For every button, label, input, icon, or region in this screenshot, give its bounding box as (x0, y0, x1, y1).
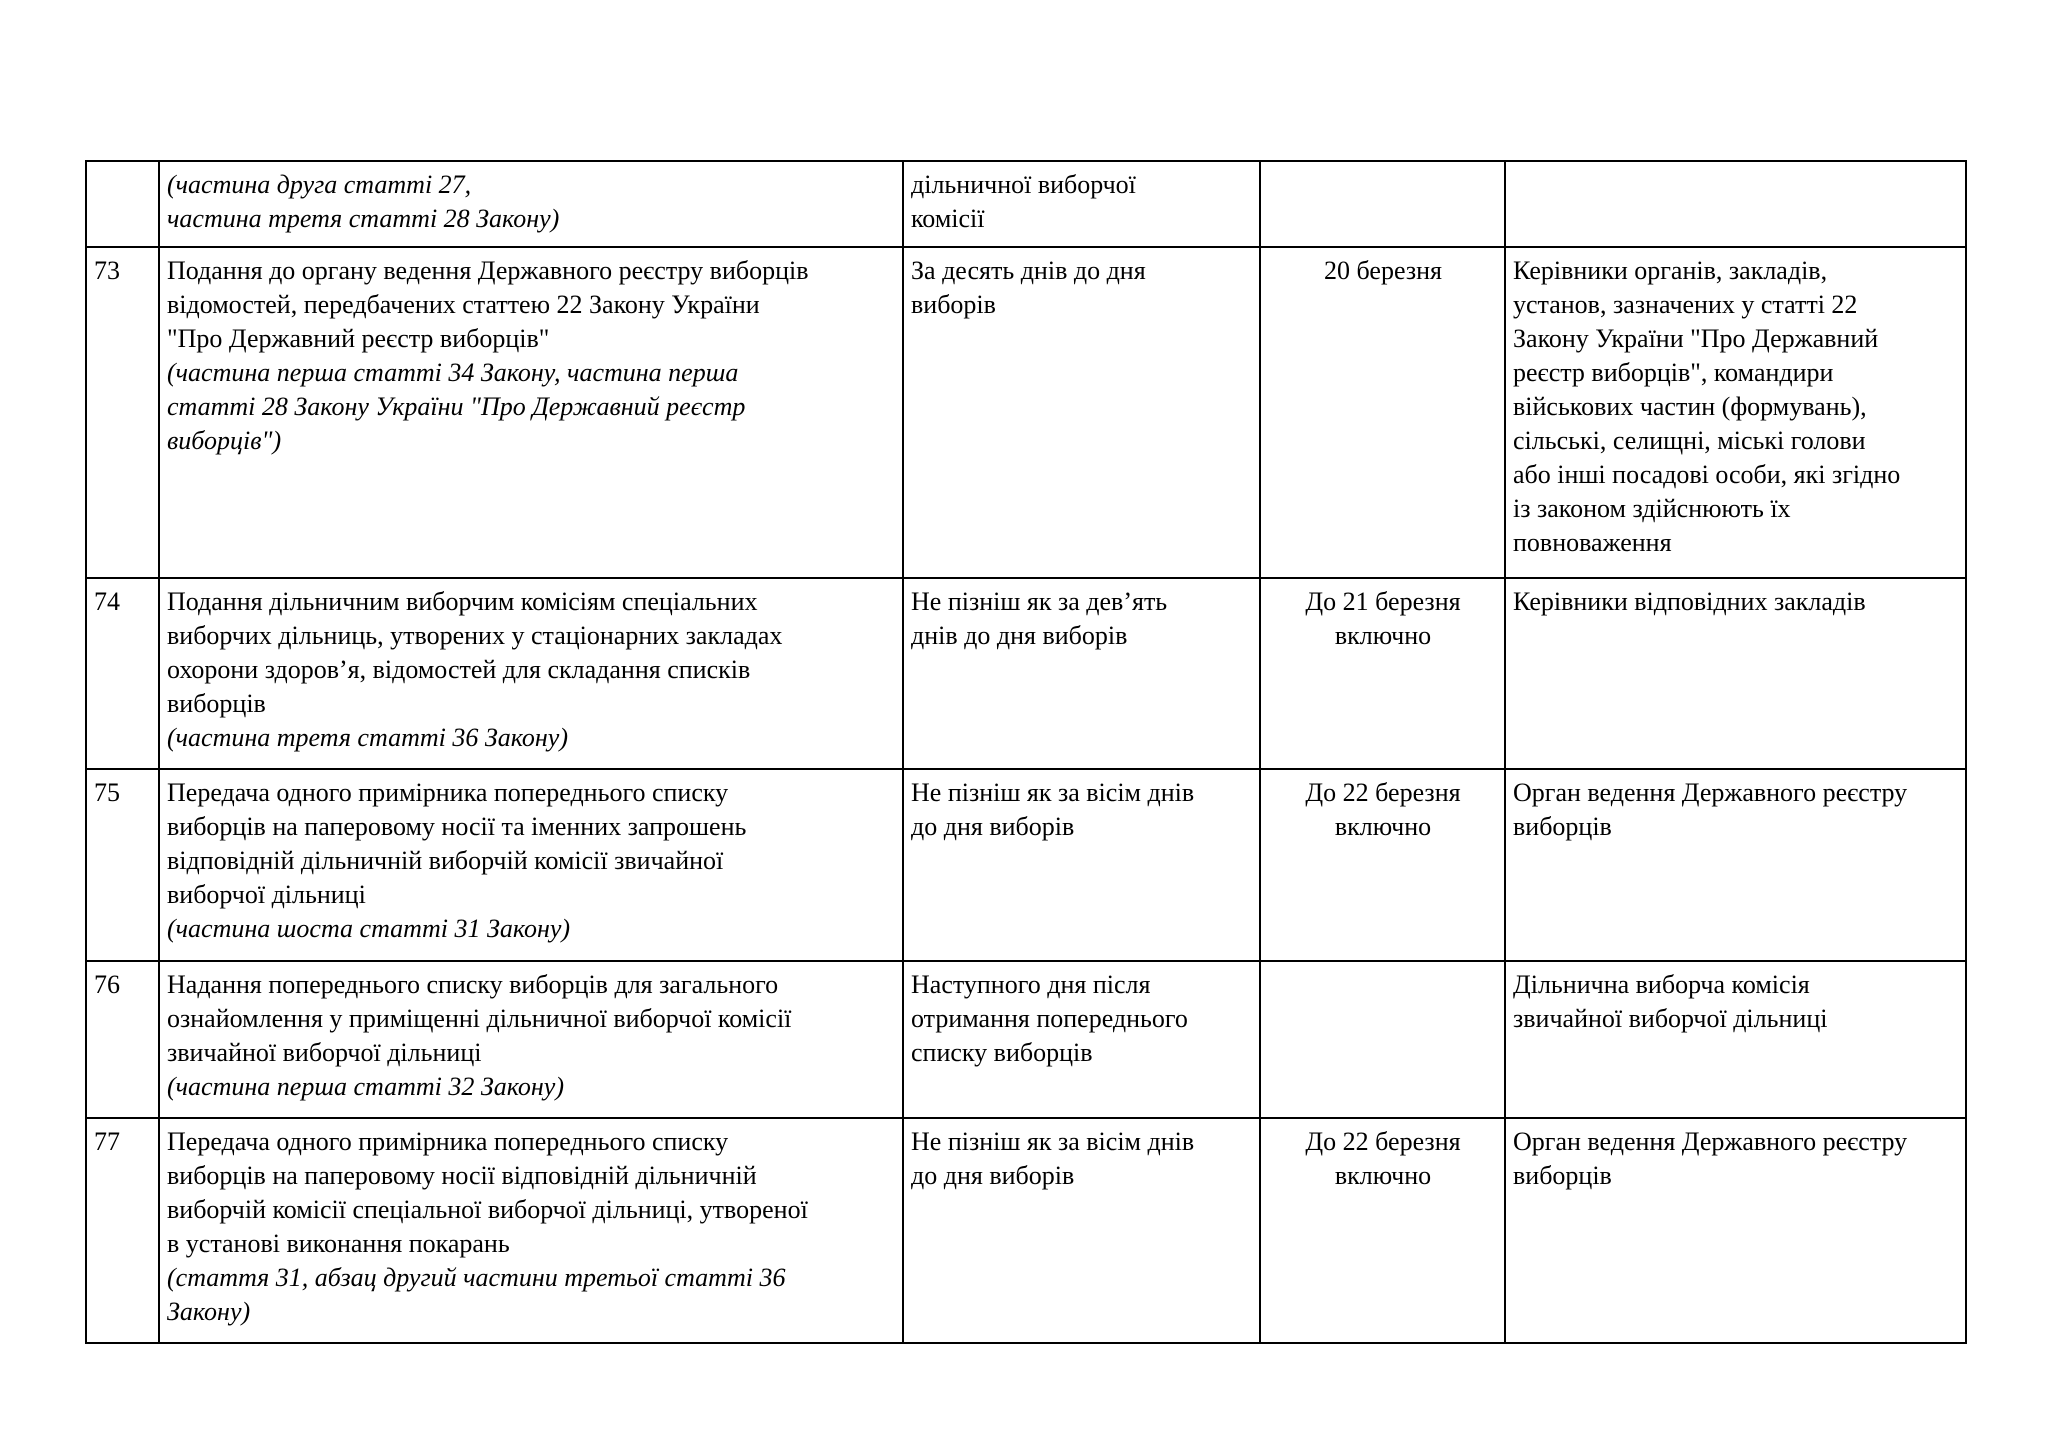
responsible-text: реєстр виборців", командири (1513, 358, 1834, 387)
date-text: До 22 березня (1305, 778, 1461, 807)
row-number (86, 161, 159, 247)
term-text: Не пізніш як за вісім днів (911, 1127, 1195, 1156)
term-cell (903, 769, 1260, 961)
law-reference: статті 28 Закону України "Про Державний реєстр (167, 392, 746, 421)
action-text: виборчій комісії спеціальної виборчої дільниці, утвореної (167, 1195, 808, 1224)
action-text: Подання до органу ведення Державного реєстру виборців (167, 256, 809, 285)
action-cell (159, 1118, 903, 1343)
law-reference: виборців") (167, 426, 282, 455)
action-cell (159, 161, 903, 247)
responsible-text: Орган ведення Державного реєстру (1513, 778, 1908, 807)
action-text: "Про Державний реєстр виборців" (167, 324, 550, 353)
term-text: Не пізніш як за дев’ять (911, 587, 1168, 616)
action-cell (159, 769, 903, 961)
action-text: Надання попереднього списку виборців для загального (167, 970, 779, 999)
date-cell (1260, 578, 1505, 769)
responsible-cell (1505, 769, 1966, 961)
responsible-cell (1505, 161, 1966, 247)
date-text: 20 березня (1324, 256, 1442, 285)
law-reference: (частина шоста статті 31 Закону) (167, 914, 571, 943)
table-row (86, 161, 1966, 247)
responsible-cell (1505, 1118, 1966, 1343)
term-text: отримання попереднього (911, 1004, 1188, 1033)
action-text: ознайомлення у приміщенні дільничної виборчої комісії (167, 1004, 792, 1033)
row-number: 74 (86, 578, 159, 769)
table-row (86, 961, 1966, 1118)
action-text: виборців (167, 689, 266, 718)
law-reference: (стаття 31, абзац другий частини третьої статті 36 (167, 1263, 786, 1292)
term-cell (903, 247, 1260, 578)
term-text: Не пізніш як за вісім днів (911, 778, 1195, 807)
responsible-cell (1505, 961, 1966, 1118)
responsible-text: Орган ведення Державного реєстру (1513, 1127, 1908, 1156)
term-cell (903, 578, 1260, 769)
law-reference: (частина перша статті 32 Закону) (167, 1072, 564, 1101)
responsible-text: Керівники органів, закладів, (1513, 256, 1828, 285)
action-text: в установі виконання покарань (167, 1229, 510, 1258)
responsible-text: Керівники відповідних закладів (1513, 587, 1866, 616)
term-text: дільничної виборчої (911, 170, 1136, 199)
responsible-text: із законом здійснюють їх (1513, 494, 1791, 523)
action-text: Передача одного примірника попереднього списку (167, 1127, 729, 1156)
law-reference: (частина друга статті 27, (167, 170, 472, 199)
action-text: Подання дільничним виборчим комісіям спеціальних (167, 587, 758, 616)
date-cell (1260, 961, 1505, 1118)
responsible-cell (1505, 247, 1966, 578)
action-text: виборців на паперовому носії та іменних запрошень (167, 812, 747, 841)
term-cell (903, 161, 1260, 247)
action-text: виборців на паперовому носії відповідній дільничній (167, 1161, 757, 1190)
responsible-text: установ, зазначених у статті 22 (1513, 290, 1858, 319)
schedule-table (85, 160, 1967, 1344)
row-number: 77 (86, 1118, 159, 1343)
action-text: звичайної виборчої дільниці (167, 1038, 482, 1067)
responsible-text: повноваження (1513, 528, 1672, 557)
term-text: до дня виборів (911, 812, 1075, 841)
action-text: відомостей, передбачених статтею 22 Закону України (167, 290, 760, 319)
term-cell (903, 961, 1260, 1118)
term-text: днів до дня виборів (911, 621, 1128, 650)
law-reference: (частина перша статті 34 Закону, частина перша (167, 358, 739, 387)
responsible-text: сільські, селищні, міські голови (1513, 426, 1866, 455)
term-cell (903, 1118, 1260, 1343)
row-number: 73 (86, 247, 159, 578)
date-text: До 22 березня (1305, 1127, 1461, 1156)
table-row (86, 1118, 1966, 1343)
law-reference: (частина третя статті 36 Закону) (167, 723, 568, 752)
responsible-text: звичайної виборчої дільниці (1513, 1004, 1828, 1033)
date-text: включно (1334, 1161, 1432, 1190)
row-number: 75 (86, 769, 159, 961)
date-cell (1260, 161, 1505, 247)
table-row (86, 578, 1966, 769)
row-number: 76 (86, 961, 159, 1118)
responsible-text: або інші посадові особи, які згідно (1513, 460, 1901, 489)
action-text: виборчої дільниці (167, 880, 366, 909)
date-text: включно (1334, 812, 1432, 841)
date-cell (1260, 769, 1505, 961)
date-cell (1260, 247, 1505, 578)
action-text: Передача одного примірника попереднього списку (167, 778, 729, 807)
action-text: відповідній дільничній виборчій комісії звичайної (167, 846, 724, 875)
term-text: За десять днів до дня (911, 256, 1146, 285)
term-text: комісії (911, 204, 985, 233)
date-text: До 21 березня (1305, 587, 1461, 616)
table-row (86, 247, 1966, 578)
action-cell (159, 578, 903, 769)
term-text: списку виборців (911, 1038, 1093, 1067)
responsible-text: виборців (1513, 812, 1612, 841)
responsible-text: військових частин (формувань), (1513, 392, 1867, 421)
term-text: Наступного дня після (911, 970, 1151, 999)
table-row (86, 769, 1966, 961)
responsible-cell (1505, 578, 1966, 769)
responsible-text: виборців (1513, 1161, 1612, 1190)
action-text: виборчих дільниць, утворених у стаціонарних закладах (167, 621, 783, 650)
law-reference: Закону) (167, 1297, 251, 1326)
action-cell (159, 961, 903, 1118)
date-cell (1260, 1118, 1505, 1343)
law-reference: частина третя статті 28 Закону) (167, 204, 560, 233)
responsible-text: Дільнична виборча комісія (1513, 970, 1810, 999)
date-text: включно (1334, 621, 1432, 650)
action-text: охорони здоров’я, відомостей для складання списків (167, 655, 751, 684)
action-cell (159, 247, 903, 578)
term-text: виборів (911, 290, 996, 319)
term-text: до дня виборів (911, 1161, 1075, 1190)
responsible-text: Закону України "Про Державний (1513, 324, 1879, 353)
